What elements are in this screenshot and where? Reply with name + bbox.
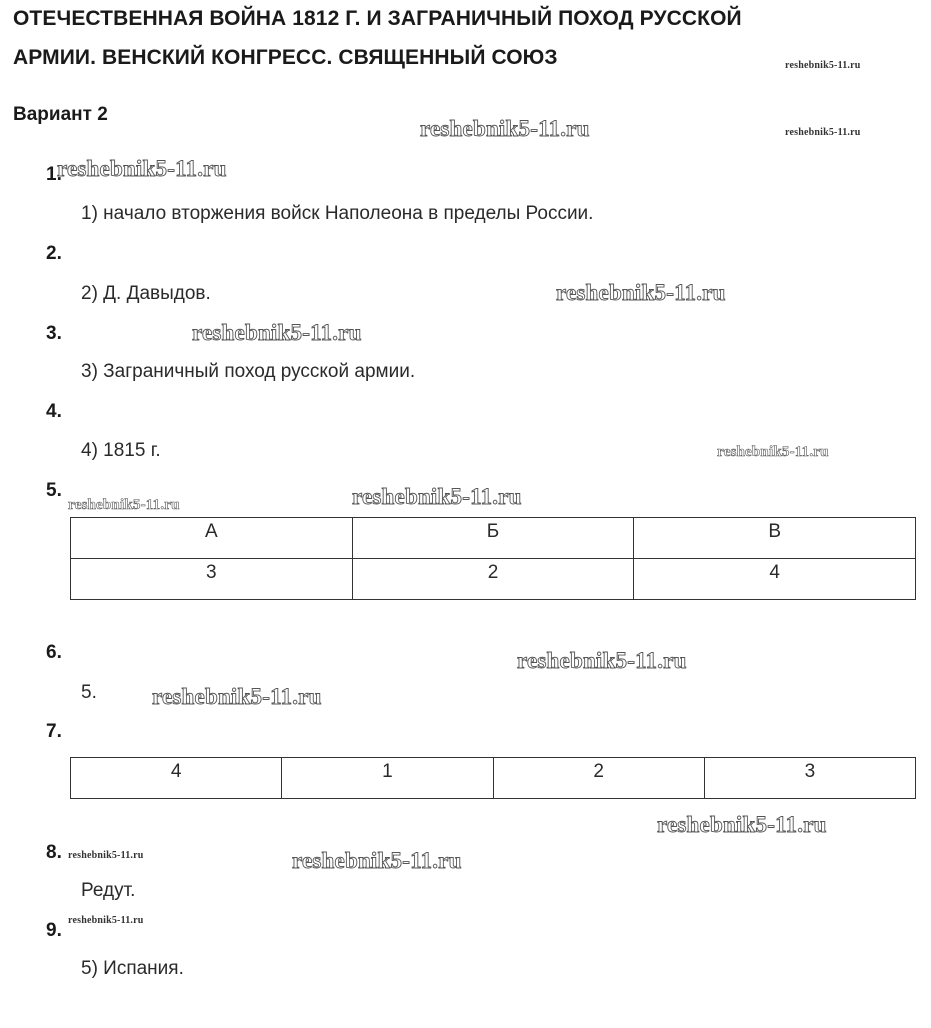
page-title-line-1: ОТЕЧЕСТВЕННАЯ ВОЙНА 1812 Г. И ЗАГРАНИЧНЫЙ ПОХОД РУССКОЙ	[13, 7, 742, 30]
question-4-answer: 4) 1815 г.	[81, 440, 161, 461]
table-row	[71, 559, 916, 600]
watermark: reshebnik5-11.ru	[68, 497, 180, 513]
watermark: reshebnik5-11.ru	[192, 320, 362, 345]
table-cell: 2	[352, 559, 634, 600]
variant-heading: Вариант 2	[13, 104, 108, 125]
question-6-answer: 5.	[81, 682, 97, 703]
question-5-number: 5.	[46, 480, 62, 501]
question-5-table	[70, 517, 916, 600]
watermark: reshebnik5-11.ru	[717, 444, 829, 460]
watermark: reshebnik5-11.ru	[152, 684, 322, 709]
question-7-number: 7.	[46, 721, 62, 742]
table-cell: 4	[634, 559, 916, 600]
table-header-cell: В	[634, 518, 916, 559]
table-cell: 3	[704, 758, 915, 799]
table-row	[71, 758, 916, 799]
table-cell: 2	[493, 758, 704, 799]
table-header-cell: Б	[352, 518, 634, 559]
watermark: reshebnik5-11.ru	[57, 156, 227, 181]
question-2-answer: 2) Д. Давыдов.	[81, 283, 211, 304]
watermark: reshebnik5-11.ru	[517, 648, 687, 673]
question-8-answer: Редут.	[81, 880, 136, 901]
table-cell: 3	[71, 559, 353, 600]
page-title-line-2: АРМИИ. ВЕНСКИЙ КОНГРЕСС. СВЯЩЕННЫЙ СОЮЗ	[13, 46, 558, 69]
watermark: reshebnik5-11.ru	[556, 280, 726, 305]
watermark: reshebnik5-11.ru	[420, 116, 590, 141]
question-7-table	[70, 757, 916, 799]
watermark: reshebnik5-11.ru	[68, 850, 144, 861]
watermark: reshebnik5-11.ru	[292, 848, 462, 873]
watermark: reshebnik5-11.ru	[785, 60, 861, 71]
table-cell: 4	[71, 758, 282, 799]
question-2-number: 2.	[46, 243, 62, 264]
table-cell: 1	[282, 758, 493, 799]
watermark: reshebnik5-11.ru	[352, 484, 522, 509]
watermark: reshebnik5-11.ru	[657, 812, 827, 837]
question-8-number: 8.	[46, 842, 62, 863]
question-1-number: 1.	[46, 164, 62, 185]
table-header-cell: А	[71, 518, 353, 559]
watermark: reshebnik5-11.ru	[68, 915, 144, 926]
question-1-answer: 1) начало вторжения войск Наполеона в пределы России.	[81, 203, 594, 224]
question-9-number: 9.	[46, 920, 62, 941]
question-3-answer: 3) Заграничный поход русской армии.	[81, 361, 416, 382]
table-row	[71, 518, 916, 559]
question-3-number: 3.	[46, 323, 62, 344]
question-9-answer: 5) Испания.	[81, 958, 184, 979]
question-6-number: 6.	[46, 642, 62, 663]
watermark: reshebnik5-11.ru	[785, 127, 861, 138]
question-4-number: 4.	[46, 401, 62, 422]
